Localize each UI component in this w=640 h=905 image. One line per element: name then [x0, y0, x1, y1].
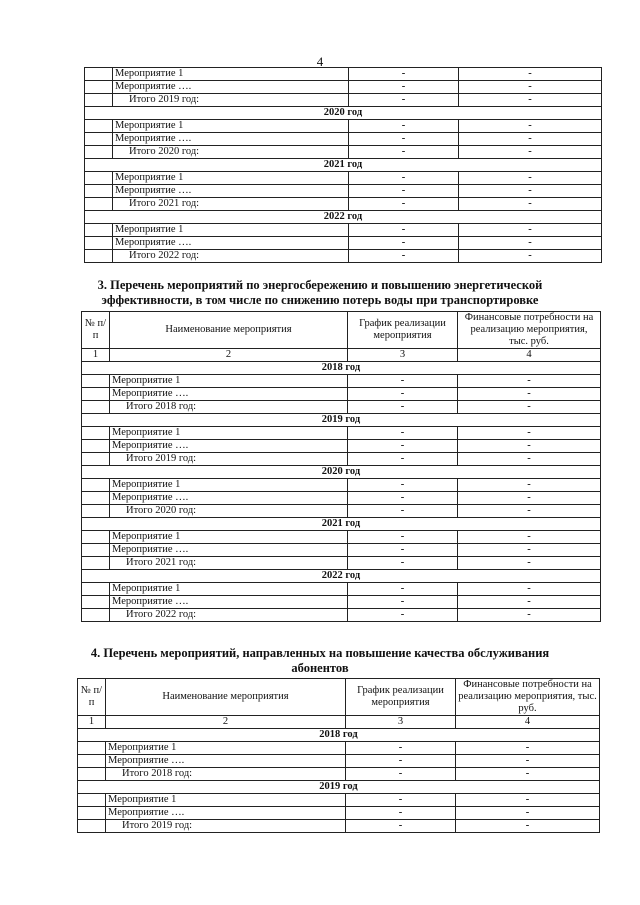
year-heading: 2018 год	[78, 729, 600, 742]
section-3-title-line1: 3. Перечень мероприятий по энергосбережению и повышению энергетической	[97, 278, 543, 292]
finance-cell: -	[458, 596, 601, 609]
schedule-cell: -	[349, 185, 459, 198]
section-4-title	[0, 646, 640, 676]
schedule-cell: -	[348, 453, 458, 466]
schedule-cell: -	[348, 427, 458, 440]
number-cell	[82, 531, 110, 544]
activity-name: Мероприятие 1	[110, 583, 348, 596]
finance-cell: -	[459, 224, 602, 237]
schedule-cell: -	[348, 440, 458, 453]
schedule-cell: -	[348, 492, 458, 505]
table-row	[82, 583, 601, 596]
year-row	[82, 466, 601, 479]
activity-name: Мероприятие ….	[113, 133, 349, 146]
schedule-cell: -	[349, 81, 459, 94]
finance-cell: -	[458, 531, 601, 544]
number-cell	[85, 146, 113, 159]
schedule-cell: -	[348, 505, 458, 518]
finance-cell: -	[459, 146, 602, 159]
finance-cell: -	[458, 492, 601, 505]
number-cell	[85, 133, 113, 146]
year-row	[85, 211, 602, 224]
number-cell	[85, 250, 113, 263]
year-heading: 2020 год	[85, 107, 602, 120]
schedule-cell: -	[346, 807, 456, 820]
finance-cell: -	[458, 440, 601, 453]
finance-cell: -	[458, 505, 601, 518]
table-row	[85, 172, 602, 185]
schedule-cell: -	[349, 146, 459, 159]
activity-name: Мероприятие ….	[106, 755, 346, 768]
column-index-cell: 3	[348, 349, 458, 362]
table-row	[82, 375, 601, 388]
activity-name: Мероприятие ….	[113, 81, 349, 94]
year-row	[85, 107, 602, 120]
number-cell	[85, 198, 113, 211]
section-3-title	[0, 278, 640, 308]
number-cell	[82, 388, 110, 401]
header-cell: График реализации мероприятия	[348, 312, 458, 349]
schedule-cell: -	[349, 120, 459, 133]
schedule-cell: -	[349, 172, 459, 185]
finance-cell: -	[458, 479, 601, 492]
table-row	[78, 742, 600, 755]
number-cell	[78, 768, 106, 781]
year-heading: 2022 год	[82, 570, 601, 583]
table-row	[82, 388, 601, 401]
finance-cell: -	[458, 609, 601, 622]
number-cell	[82, 492, 110, 505]
table-service-quality	[77, 678, 600, 833]
schedule-cell: -	[348, 557, 458, 570]
finance-cell: -	[456, 768, 600, 781]
finance-cell: -	[459, 81, 602, 94]
number-cell	[82, 479, 110, 492]
header-cell: Финансовые потребности на реализацию мероприятия, тыс. руб.	[458, 312, 601, 349]
year-row	[85, 159, 602, 172]
schedule-cell: -	[348, 401, 458, 414]
finance-cell: -	[458, 375, 601, 388]
column-index-cell: 4	[456, 716, 600, 729]
total-label: Итого 2019 год:	[113, 94, 349, 107]
schedule-cell: -	[348, 609, 458, 622]
table-body	[78, 679, 600, 833]
schedule-cell: -	[348, 375, 458, 388]
activity-name: Мероприятие 1	[110, 375, 348, 388]
page-number: 4	[316, 54, 324, 69]
finance-cell: -	[458, 453, 601, 466]
schedule-cell: -	[346, 742, 456, 755]
table-row	[78, 807, 600, 820]
column-index-cell: 1	[82, 349, 110, 362]
number-cell	[85, 94, 113, 107]
schedule-cell: -	[348, 531, 458, 544]
year-row	[82, 518, 601, 531]
column-index-cell: 2	[110, 349, 348, 362]
finance-cell: -	[458, 388, 601, 401]
total-label: Итого 2021 год:	[113, 198, 349, 211]
number-cell	[82, 427, 110, 440]
header-row	[78, 679, 600, 716]
number-cell	[78, 794, 106, 807]
table-row	[82, 557, 601, 570]
column-index-row	[82, 349, 601, 362]
number-cell	[78, 742, 106, 755]
total-label: Итого 2022 год:	[110, 609, 348, 622]
number-cell	[82, 544, 110, 557]
activity-name: Мероприятие 1	[110, 427, 348, 440]
number-cell	[78, 820, 106, 833]
table-body	[82, 312, 601, 622]
number-cell	[82, 440, 110, 453]
year-row	[78, 781, 600, 794]
table-row	[78, 794, 600, 807]
total-label: Итого 2018 год:	[110, 401, 348, 414]
finance-cell: -	[456, 742, 600, 755]
number-cell	[85, 120, 113, 133]
table-row	[82, 609, 601, 622]
activity-name: Мероприятие 1	[113, 224, 349, 237]
schedule-cell: -	[346, 768, 456, 781]
number-cell	[82, 375, 110, 388]
header-cell: № п/п	[82, 312, 110, 349]
table-row	[78, 820, 600, 833]
table-row	[85, 198, 602, 211]
activity-name: Мероприятие ….	[113, 237, 349, 250]
table-row	[85, 146, 602, 159]
table-body	[85, 68, 602, 263]
year-heading: 2022 год	[85, 211, 602, 224]
total-label: Итого 2019 год:	[106, 820, 346, 833]
number-cell	[82, 583, 110, 596]
finance-cell: -	[456, 820, 600, 833]
number-cell	[85, 237, 113, 250]
table-row	[78, 768, 600, 781]
table-row	[85, 133, 602, 146]
header-cell: График реализации мероприятия	[346, 679, 456, 716]
table-continuation	[84, 67, 602, 263]
table-row	[82, 492, 601, 505]
number-cell	[85, 185, 113, 198]
activity-name: Мероприятие ….	[110, 544, 348, 557]
column-index-cell: 1	[78, 716, 106, 729]
number-cell	[82, 505, 110, 518]
number-cell	[82, 596, 110, 609]
number-cell	[85, 172, 113, 185]
year-row	[82, 414, 601, 427]
table-row	[85, 250, 602, 263]
schedule-cell: -	[349, 198, 459, 211]
activity-name: Мероприятие ….	[110, 388, 348, 401]
finance-cell: -	[459, 94, 602, 107]
activity-name: Мероприятие 1	[113, 172, 349, 185]
number-cell	[85, 224, 113, 237]
table-row	[82, 596, 601, 609]
header-row	[82, 312, 601, 349]
year-heading: 2021 год	[82, 518, 601, 531]
activity-name: Мероприятие 1	[110, 479, 348, 492]
total-label: Итого 2021 год:	[110, 557, 348, 570]
finance-cell: -	[459, 172, 602, 185]
finance-cell: -	[459, 185, 602, 198]
activity-name: Мероприятие 1	[106, 742, 346, 755]
header-cell: Финансовые потребности на реализацию мероприятия, тыс. руб.	[456, 679, 600, 716]
schedule-cell: -	[346, 755, 456, 768]
schedule-cell: -	[349, 224, 459, 237]
number-cell	[85, 81, 113, 94]
table-row	[82, 427, 601, 440]
table-row	[82, 531, 601, 544]
total-label: Итого 2020 год:	[113, 146, 349, 159]
table-row	[85, 81, 602, 94]
number-cell	[78, 755, 106, 768]
section-4-title-line2: абонентов	[291, 661, 349, 675]
activity-name: Мероприятие 1	[106, 794, 346, 807]
schedule-cell: -	[349, 237, 459, 250]
table-row	[82, 505, 601, 518]
total-label: Итого 2020 год:	[110, 505, 348, 518]
year-heading: 2020 год	[82, 466, 601, 479]
finance-cell: -	[458, 583, 601, 596]
activity-name: Мероприятие ….	[106, 807, 346, 820]
activity-name: Мероприятие ….	[110, 492, 348, 505]
column-index-cell: 3	[346, 716, 456, 729]
table-row	[85, 185, 602, 198]
finance-cell: -	[456, 807, 600, 820]
header-cell: Наименование мероприятия	[106, 679, 346, 716]
number-cell	[85, 68, 113, 81]
finance-cell: -	[458, 557, 601, 570]
schedule-cell: -	[348, 583, 458, 596]
column-index-cell: 2	[106, 716, 346, 729]
finance-cell: -	[459, 237, 602, 250]
activity-name: Мероприятие ….	[113, 185, 349, 198]
table-row	[82, 479, 601, 492]
total-label: Итого 2018 год:	[106, 768, 346, 781]
table-energy-saving	[81, 311, 601, 622]
year-row	[78, 729, 600, 742]
activity-name: Мероприятие 1	[113, 120, 349, 133]
finance-cell: -	[459, 120, 602, 133]
section-4-title-line1: 4. Перечень мероприятий, направленных на повышение качества обслуживания	[90, 646, 550, 660]
schedule-cell: -	[348, 544, 458, 557]
activity-name: Мероприятие 1	[110, 531, 348, 544]
table-row	[82, 453, 601, 466]
table-row	[85, 94, 602, 107]
header-cell: Наименование мероприятия	[110, 312, 348, 349]
finance-cell: -	[459, 250, 602, 263]
table-row	[78, 755, 600, 768]
column-index-cell: 4	[458, 349, 601, 362]
schedule-cell: -	[349, 250, 459, 263]
schedule-cell: -	[349, 94, 459, 107]
number-cell	[82, 609, 110, 622]
year-row	[82, 570, 601, 583]
table-row	[85, 237, 602, 250]
year-heading: 2019 год	[82, 414, 601, 427]
column-index-row	[78, 716, 600, 729]
schedule-cell: -	[348, 388, 458, 401]
table-row	[85, 224, 602, 237]
finance-cell: -	[458, 401, 601, 414]
number-cell	[82, 557, 110, 570]
finance-cell: -	[458, 544, 601, 557]
header-cell: № п/п	[78, 679, 106, 716]
table-row	[82, 401, 601, 414]
total-label: Итого 2019 год:	[110, 453, 348, 466]
section-3-title-line2: эффективности, в том числе по снижению потерь воды при транспортировке	[101, 293, 539, 307]
year-heading: 2019 год	[78, 781, 600, 794]
finance-cell: -	[458, 427, 601, 440]
year-heading: 2018 год	[82, 362, 601, 375]
finance-cell: -	[459, 68, 602, 81]
number-cell	[82, 453, 110, 466]
schedule-cell: -	[348, 596, 458, 609]
finance-cell: -	[456, 794, 600, 807]
finance-cell: -	[459, 198, 602, 211]
year-row	[82, 362, 601, 375]
activity-name: Мероприятие ….	[110, 440, 348, 453]
finance-cell: -	[456, 755, 600, 768]
table-row	[82, 440, 601, 453]
schedule-cell: -	[349, 68, 459, 81]
table-row	[85, 120, 602, 133]
table-row	[85, 68, 602, 81]
schedule-cell: -	[348, 479, 458, 492]
number-cell	[78, 807, 106, 820]
number-cell	[82, 401, 110, 414]
schedule-cell: -	[349, 133, 459, 146]
schedule-cell: -	[346, 794, 456, 807]
total-label: Итого 2022 год:	[113, 250, 349, 263]
finance-cell: -	[459, 133, 602, 146]
table-row	[82, 544, 601, 557]
schedule-cell: -	[346, 820, 456, 833]
activity-name: Мероприятие 1	[113, 68, 349, 81]
activity-name: Мероприятие ….	[110, 596, 348, 609]
year-heading: 2021 год	[85, 159, 602, 172]
